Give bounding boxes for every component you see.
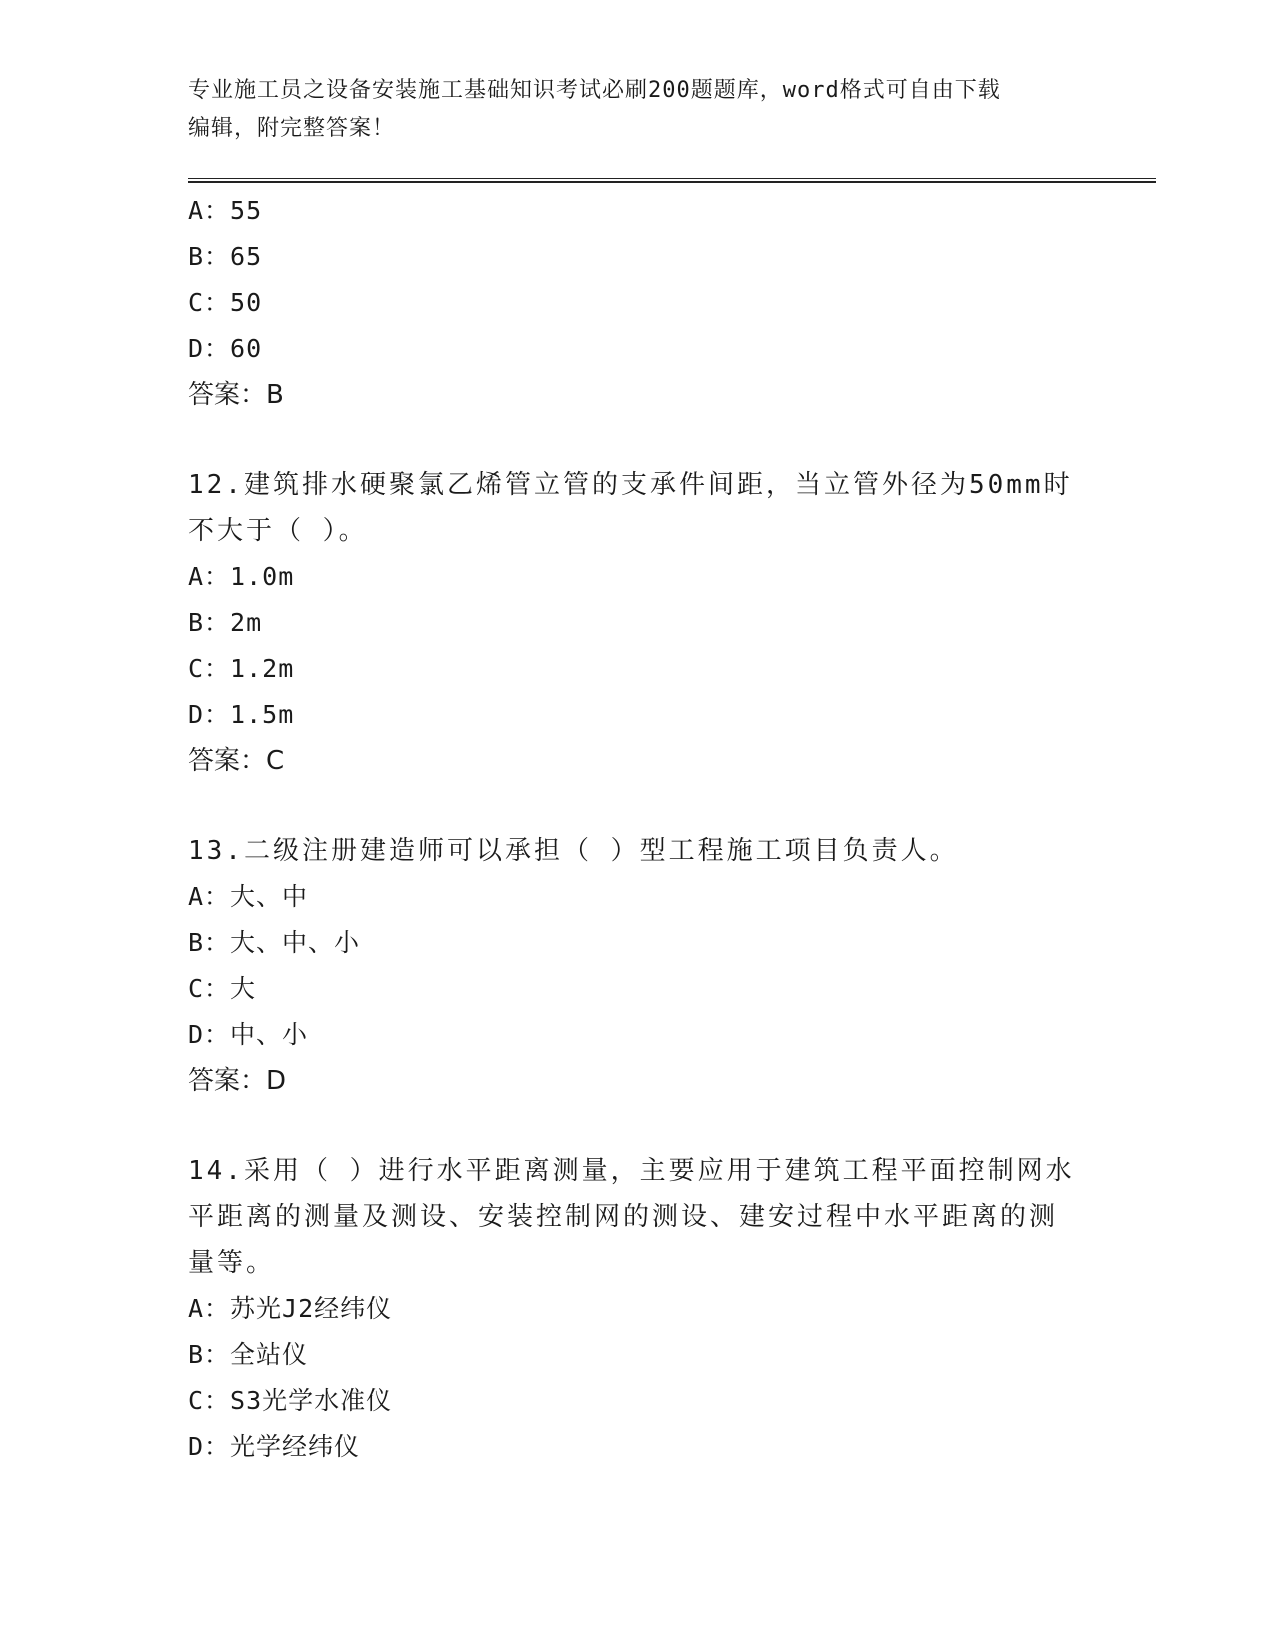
- option-d: D：中、小: [188, 1020, 309, 1049]
- header-divider: [188, 178, 1156, 183]
- question-line: 平距离的测量及测设、安装控制网的测设、建安过程中水平距离的测: [188, 1202, 1059, 1232]
- question-line: 12.建筑排水硬聚氯乙烯管立管的支承件间距，当立管外径为50mm时: [188, 470, 1073, 500]
- question-list: [188, 188, 1088, 1470]
- option-b: B：65: [188, 242, 263, 271]
- option-d: D：1.5m: [188, 700, 295, 729]
- option-b: B：全站仪: [188, 1340, 309, 1369]
- question-13-block: [188, 828, 1088, 1104]
- option-a: A：1.0m: [188, 562, 295, 591]
- option-c: C：1.2m: [188, 654, 295, 683]
- page-header: [188, 72, 1088, 148]
- question-14-block: [188, 1148, 1088, 1470]
- option-d: D：60: [188, 334, 263, 363]
- option-b: B：大、中、小: [188, 928, 361, 957]
- question-line: 13.二级注册建造师可以承担（ ）型工程施工项目负责人。: [188, 836, 959, 866]
- option-a: A：苏光J2经纬仪: [188, 1294, 393, 1323]
- option-b: B：2m: [188, 608, 263, 637]
- option-d: D：光学经纬仪: [188, 1432, 361, 1461]
- question-text: [188, 828, 1068, 874]
- question-line: 量等。: [188, 1248, 276, 1278]
- question-text: [188, 1148, 1075, 1286]
- option-c: C：大: [188, 974, 257, 1003]
- answer-line: 答案：C: [188, 746, 285, 776]
- question-text: [188, 462, 1073, 554]
- header-line-1: 专业施工员之设备安装施工基础知识考试必刷200题题库，word格式可自由下载: [188, 78, 1001, 103]
- header-line-2: 编辑，附完整答案！: [188, 116, 396, 141]
- answer-line: 答案：B: [188, 380, 284, 410]
- option-a: A：55: [188, 196, 263, 225]
- answer-line: 答案：D: [188, 1066, 287, 1096]
- question-line: 14.采用（ ）进行水平距离测量，主要应用于建筑工程平面控制网水: [188, 1156, 1075, 1186]
- question-11-block: [188, 188, 1088, 418]
- option-c: C：50: [188, 288, 263, 317]
- question-12-block: [188, 462, 1088, 784]
- question-line: 不大于（ ）。: [188, 516, 368, 546]
- option-a: A：大、中: [188, 882, 309, 911]
- option-c: C：S3光学水准仪: [188, 1386, 393, 1415]
